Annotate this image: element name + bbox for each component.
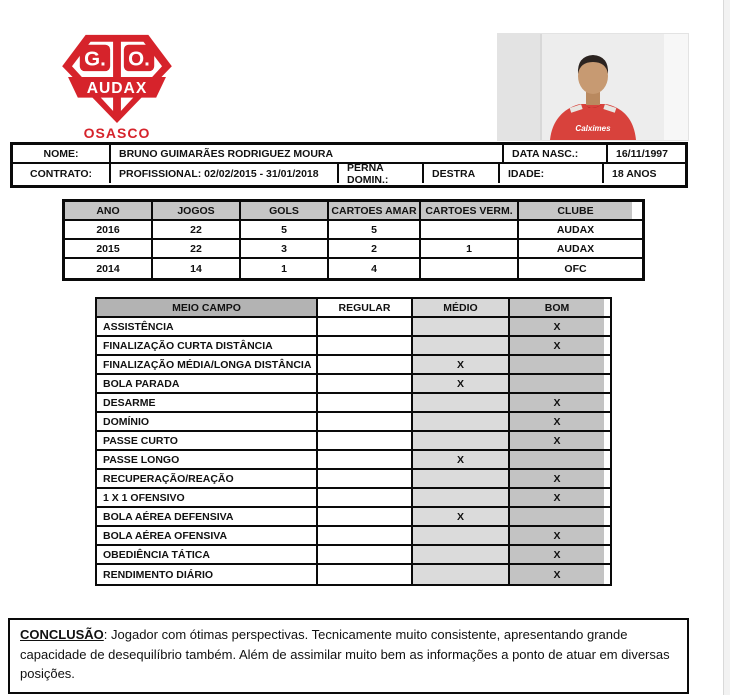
- stats-cell: OFC: [564, 262, 587, 275]
- stats-cell: [421, 221, 519, 238]
- skill-medio-cell: [413, 432, 510, 449]
- stats-cell: 5: [329, 221, 421, 238]
- skill-row-bola-aerea-ofensiva: [97, 527, 610, 546]
- skill-row-dominio: [97, 413, 610, 432]
- logo-letter-o: O.: [128, 47, 150, 71]
- skill-label: OBEDIÊNCIA TÁTICA: [97, 546, 318, 563]
- skill-bom-cell: X: [510, 489, 604, 506]
- skill-label: PASSE LONGO: [97, 451, 318, 468]
- skills-header-row: [97, 299, 610, 318]
- skill-bom-cell: [510, 375, 604, 392]
- contrato-value: PROFISSIONAL: 02/02/2015 - 31/01/2018: [111, 164, 339, 183]
- player-info-table: [10, 142, 688, 188]
- stats-row-2015: [65, 240, 642, 259]
- skills-header-bom: BOM: [510, 299, 604, 316]
- skill-label: DOMÍNIO: [97, 413, 318, 430]
- skill-row-finalizacao-curta: [97, 337, 610, 356]
- nome-value: BRUNO GUIMARÃES RODRIGUEZ MOURA: [111, 145, 504, 162]
- logo-letter-g: G.: [84, 47, 106, 71]
- skill-medio-cell: [413, 489, 510, 506]
- player-portrait-image: [498, 34, 688, 140]
- skill-row-passe-longo: [97, 451, 610, 470]
- skill-label: BOLA AÉREA OFENSIVA: [97, 527, 318, 544]
- skill-medio-cell: X: [413, 375, 510, 392]
- skill-bom-cell: [510, 356, 604, 373]
- stats-cell: 2014: [65, 259, 153, 278]
- season-stats-table: [62, 199, 645, 281]
- skill-row-recuperacao-reacao: [97, 470, 610, 489]
- skill-regular-cell: [318, 489, 413, 506]
- stats-header-row: [65, 202, 642, 221]
- skill-row-desarme: [97, 394, 610, 413]
- skill-regular-cell: [318, 432, 413, 449]
- skill-bom-cell: X: [510, 394, 604, 411]
- perna-domin-value: DESTRA: [424, 164, 500, 183]
- stats-header-gols: GOLS: [241, 202, 329, 219]
- skill-regular-cell: [318, 413, 413, 430]
- skill-label: 1 X 1 OFENSIVO: [97, 489, 318, 506]
- skill-regular-cell: [318, 375, 413, 392]
- stats-header-jogos: JOGOS: [153, 202, 241, 219]
- skill-regular-cell: [318, 394, 413, 411]
- skill-bom-cell: X: [510, 470, 604, 487]
- skill-row-bola-parada: [97, 375, 610, 394]
- skills-header-meio-campo: MEIO CAMPO: [97, 299, 318, 316]
- conclusion-label: CONCLUSÃO: [20, 627, 104, 642]
- skill-row-rendimento-diario: [97, 565, 610, 584]
- skill-regular-cell: [318, 508, 413, 525]
- skill-row-1x1-ofensivo: [97, 489, 610, 508]
- skill-label: ASSISTÊNCIA: [97, 318, 318, 335]
- skill-regular-cell: [318, 470, 413, 487]
- skill-row-bola-aerea-defensiva: [97, 508, 610, 527]
- skill-medio-cell: [413, 413, 510, 430]
- skill-medio-cell: X: [413, 356, 510, 373]
- skill-label: FINALIZAÇÃO MÉDIA/LONGA DISTÂNCIA: [97, 356, 318, 373]
- skill-label: BOLA AÉREA DEFENSIVA: [97, 508, 318, 525]
- stats-header-cartoes-amar: CARTOES AMAR: [329, 202, 421, 219]
- skills-rating-table: [95, 297, 612, 586]
- stats-cell: 1: [241, 259, 329, 278]
- stats-cell: 22: [153, 240, 241, 257]
- stats-cell: 2: [329, 240, 421, 257]
- data-nasc-label: DATA NASC.:: [504, 145, 608, 162]
- stats-header-ano: ANO: [65, 202, 153, 219]
- conclusion-box: [8, 618, 689, 694]
- stats-cell: 2015: [65, 240, 153, 257]
- skill-label: BOLA PARADA: [97, 375, 318, 392]
- skill-regular-cell: [318, 337, 413, 354]
- skill-bom-cell: X: [510, 432, 604, 449]
- stats-header-clube: CLUBE: [519, 202, 632, 219]
- stats-cell: AUDAX: [556, 223, 595, 236]
- stats-cell: 5: [241, 221, 329, 238]
- skill-regular-cell: [318, 451, 413, 468]
- skill-bom-cell: X: [510, 318, 604, 335]
- nome-label: NOME:: [13, 145, 111, 162]
- perna-domin-label: PERNA DOMIN.:: [339, 164, 424, 183]
- skill-medio-cell: X: [413, 451, 510, 468]
- skill-row-finalizacao-media-longa: [97, 356, 610, 375]
- skills-header-medio: MÉDIO: [413, 299, 510, 316]
- stats-cell: 1: [421, 240, 519, 257]
- idade-value: 18 ANOS: [612, 167, 657, 180]
- idade-label: IDADE:: [500, 164, 604, 183]
- skill-bom-cell: X: [510, 337, 604, 354]
- logo-city-label: OSASCO: [83, 125, 151, 141]
- player-photo: [497, 33, 689, 141]
- skill-medio-cell: X: [413, 508, 510, 525]
- contrato-label: CONTRATO:: [13, 164, 111, 183]
- skill-bom-cell: [510, 451, 604, 468]
- skill-bom-cell: X: [510, 546, 604, 563]
- stats-cell: [421, 259, 519, 278]
- skill-label: RECUPERAÇÃO/REAÇÃO: [97, 470, 318, 487]
- info-row-contrato: [13, 161, 685, 186]
- skill-regular-cell: [318, 565, 413, 584]
- page-right-edge: [723, 0, 730, 695]
- skill-label: PASSE CURTO: [97, 432, 318, 449]
- skill-regular-cell: [318, 546, 413, 563]
- stats-row-2016: [65, 221, 642, 240]
- skill-label: DESARME: [97, 394, 318, 411]
- skill-medio-cell: [413, 546, 510, 563]
- skill-medio-cell: [413, 394, 510, 411]
- skill-row-obediencia-tatica: [97, 546, 610, 565]
- skill-medio-cell: [413, 527, 510, 544]
- data-nasc-value: 16/11/1997: [616, 147, 668, 160]
- stats-cell: 4: [329, 259, 421, 278]
- skill-bom-cell: [510, 508, 604, 525]
- stats-cell: 2016: [65, 221, 153, 238]
- skill-medio-cell: [413, 318, 510, 335]
- skill-label: RENDIMENTO DIÁRIO: [97, 565, 318, 584]
- skill-regular-cell: [318, 318, 413, 335]
- stats-cell: 22: [153, 221, 241, 238]
- skill-bom-cell: X: [510, 527, 604, 544]
- skill-bom-cell: X: [510, 565, 604, 584]
- stats-header-cartoes-verm: CARTOES VERM.: [421, 202, 519, 219]
- skill-bom-cell: X: [510, 413, 604, 430]
- logo-club-name: AUDAX: [86, 80, 148, 98]
- audax-crest-icon: [58, 30, 176, 124]
- skill-medio-cell: [413, 470, 510, 487]
- skill-row-passe-curto: [97, 432, 610, 451]
- skill-medio-cell: [413, 337, 510, 354]
- stats-cell: 14: [153, 259, 241, 278]
- club-logo: [56, 30, 178, 141]
- skill-label: FINALIZAÇÃO CURTA DISTÂNCIA: [97, 337, 318, 354]
- skill-medio-cell: [413, 565, 510, 584]
- skills-header-regular: REGULAR: [318, 299, 413, 316]
- stats-cell: AUDAX: [556, 242, 595, 255]
- jersey-sponsor-text: Calximes: [575, 124, 611, 133]
- skill-row-assistencia: [97, 318, 610, 337]
- conclusion-text: : Jogador com ótimas perspectivas. Tecnicamente muito consistente, apresentando grande capacidade de desequilíbrio também. Além de assimilar muito bem as informações a ponto de atuar em diversas posições.: [20, 627, 670, 681]
- stats-row-2014: [65, 259, 642, 278]
- skill-regular-cell: [318, 356, 413, 373]
- skill-regular-cell: [318, 527, 413, 544]
- stats-cell: 3: [241, 240, 329, 257]
